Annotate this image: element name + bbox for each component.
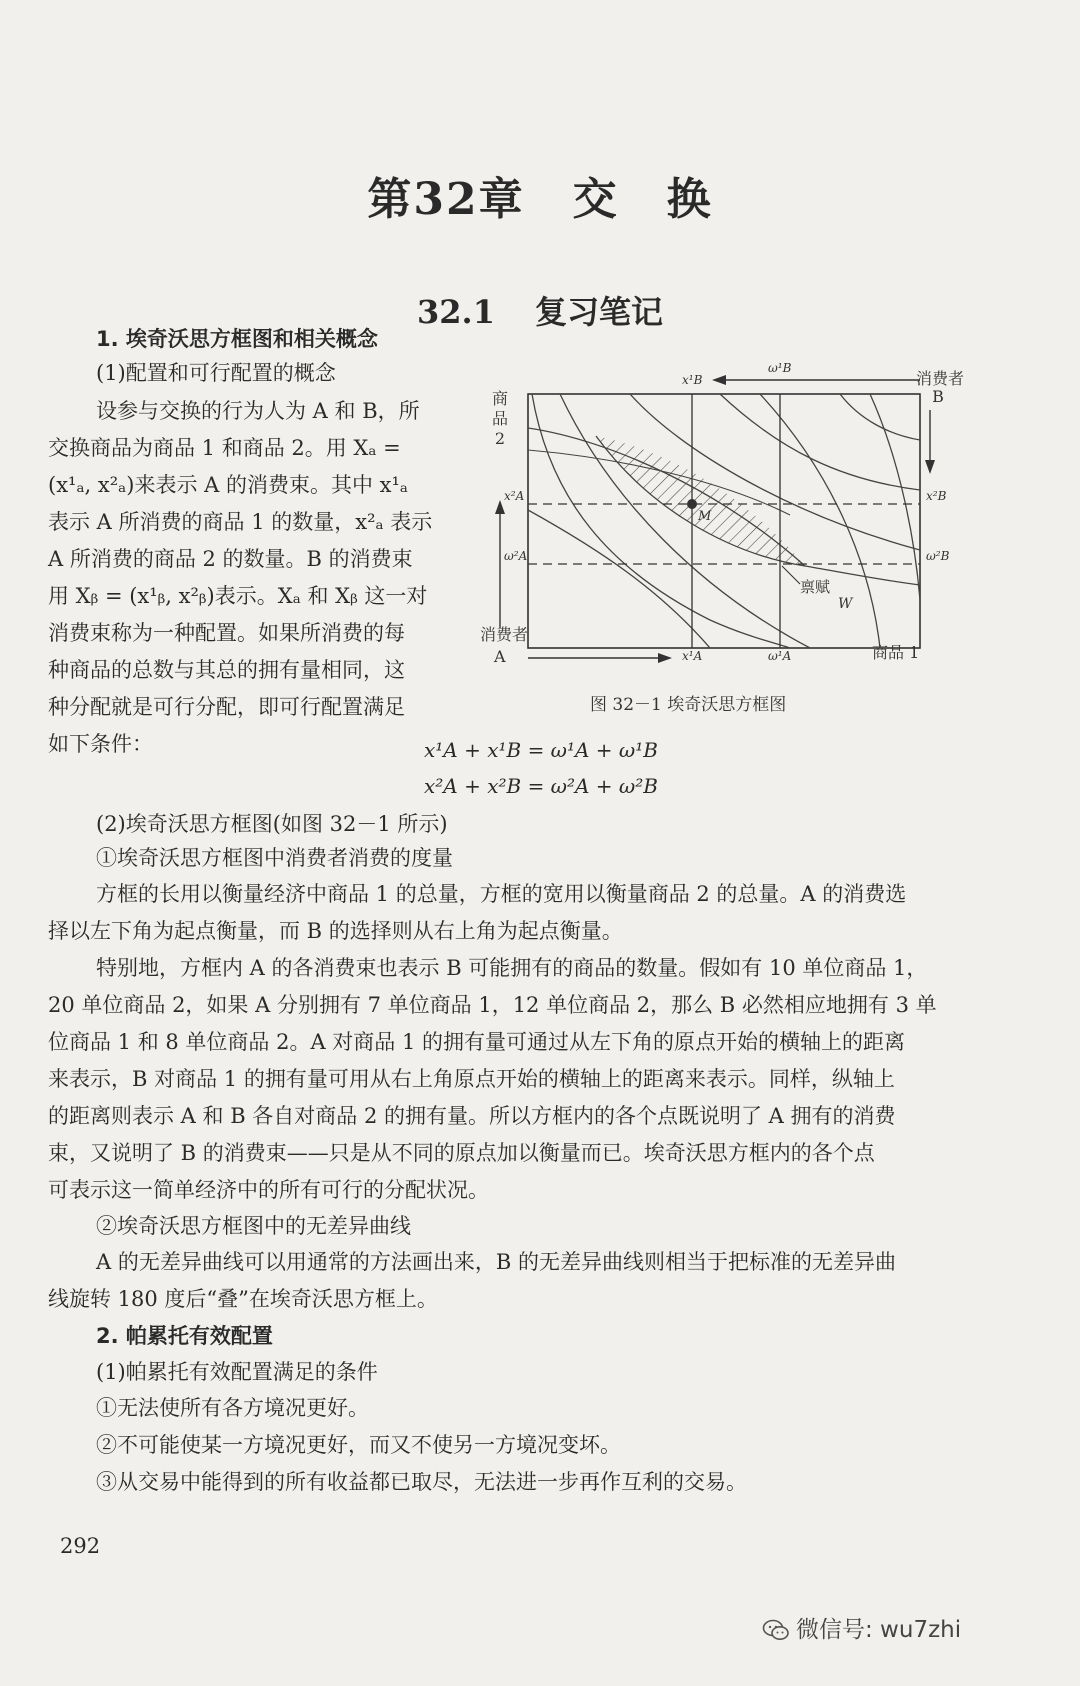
page-number: 292: [60, 1534, 101, 1558]
label-consumer-b-1: 消费者: [915, 369, 965, 388]
text-line: 线旋转 180 度后“叠”在埃奇沃思方框上。: [48, 1287, 438, 1311]
heading-2: 2. 帕累托有效配置: [96, 1324, 273, 1348]
label-wa1: ω¹A: [768, 649, 792, 663]
indifference-curve-b: [760, 394, 880, 648]
text-line: 表示 A 所消费的商品 1 的数量，x²ₐ 表示: [48, 510, 433, 534]
section-name: 复习笔记: [534, 293, 663, 331]
text-line: 20 单位商品 2，如果 A 分别拥有 7 单位商品 1，12 单位商品 2，那么 B 必然相应地拥有 3 单: [48, 993, 937, 1017]
text-line: 特别地，方框内 A 的各消费束也表示 B 可能拥有的商品的数量。假如有 10 单位商品 1，: [96, 956, 928, 980]
text-line: 种商品的总数与其总的拥有量相同，这: [48, 658, 405, 682]
text-line: 方框的长用以衡量经济中商品 1 的总量，方框的宽用以衡量商品 2 的总量。A 的消费选: [96, 882, 907, 906]
point-m: [687, 499, 697, 509]
endowment-pointer: [782, 566, 800, 584]
equation-2: x²A + x²B = ω²A + ω²B: [424, 774, 658, 798]
list-item: ①无法使所有各方境况更好。: [96, 1396, 369, 1420]
arrow-head: [925, 460, 935, 474]
text-line: 用 Xᵦ = (x¹ᵦ, x²ᵦ)表示。Xₐ 和 Xᵦ 这一对: [48, 584, 428, 608]
indifference-curve-a: [528, 510, 710, 648]
indifference-curve-b: [720, 394, 920, 490]
text-line: 可表示这一简单经济中的所有可行的分配状况。: [48, 1178, 489, 1202]
chapter-number: 第32章: [367, 174, 525, 225]
label-wa2: ω²A: [504, 549, 528, 563]
chapter-title-char-1: 交: [572, 174, 619, 225]
paragraph-2: [48, 950, 937, 1209]
wechat-icon: [762, 1619, 790, 1641]
label-goods2-b: 品: [491, 409, 509, 428]
label-xb2: x²B: [926, 489, 947, 503]
text-line: 位商品 1 和 8 单位商品 2。A 对商品 1 的拥有量可通过从左下角的原点开始的横轴上的距离: [48, 1030, 906, 1054]
chapter-title: [0, 163, 1080, 227]
arrow-head: [712, 375, 726, 385]
label-endowment: 禀赋: [800, 578, 831, 596]
list-item: ②不可能使某一方境况更好，而又不使另一方境况变坏。: [96, 1433, 621, 1457]
chapter-title-char-2: 换: [666, 174, 713, 225]
text-line: 消费束称为一种配置。如果所消费的每: [48, 621, 405, 645]
text-line: A 的无差异曲线可以用通常的方法画出来，B 的无差异曲线则相当于把标准的无差异曲: [96, 1250, 896, 1274]
subheading-2: (2)埃奇沃思方框图(如图 32－1 所示): [96, 812, 448, 836]
label-xb1: x¹B: [682, 373, 703, 387]
subheading-2b: ②埃奇沃思方框图中的无差异曲线: [96, 1214, 411, 1238]
label-consumer-b-2: B: [932, 387, 944, 406]
conditions-list: [96, 1390, 747, 1501]
subheading-3: (1)帕累托有效配置满足的条件: [96, 1360, 378, 1384]
label-xa2: x²A: [504, 489, 525, 503]
label-wb1: ω¹B: [768, 361, 792, 375]
paragraph-3: [48, 1244, 896, 1318]
label-w: W: [838, 596, 853, 612]
label-consumer-a-1: 消费者: [480, 625, 529, 644]
text-line: 设参与交换的行为人为 A 和 B，所: [96, 399, 420, 423]
subheading-1: (1)配置和可行配置的概念: [96, 361, 336, 385]
arrow-head: [658, 653, 672, 663]
label-goods2-c: 2: [494, 429, 506, 448]
text-line: 如下条件：: [48, 732, 153, 756]
edgeworth-box-figure: [460, 340, 980, 720]
equation-1: x¹A + x¹B = ω¹A + ω¹B: [424, 738, 658, 762]
label-xa1: x¹A: [682, 649, 703, 663]
text-line: 择以左下角为起点衡量，而 B 的选择则从右上角为起点衡量。: [48, 919, 623, 943]
figure-caption: 图 32－1 埃奇沃思方框图: [590, 695, 787, 715]
paragraph-1: [48, 876, 906, 950]
watermark-text: 微信号: wu7zhi: [796, 1617, 962, 1643]
left-column-paragraph: [48, 393, 432, 763]
text-line: (x¹ₐ, x²ₐ)来表示 A 的消费束。其中 x¹ₐ: [48, 473, 409, 497]
indifference-curve-b: [560, 394, 810, 648]
wechat-watermark: [762, 1611, 961, 1644]
label-goods1: 商品 1: [872, 643, 920, 662]
text-line: 种分配就是可行分配，即可行配置满足: [48, 695, 405, 719]
label-goods2-a: 商: [491, 389, 509, 408]
section-number: 32.1: [417, 293, 495, 331]
text-line: 的距离则表示 A 和 B 各自对商品 2 的拥有量。所以方框内的各个点既说明了 A 拥有的消费: [48, 1104, 896, 1128]
label-consumer-a-2: A: [494, 647, 506, 666]
text-line: 束，又说明了 B 的消费束——只是从不同的原点加以衡量而已。埃奇沃思方框内的各个点: [48, 1141, 875, 1165]
label-wb2: ω²B: [926, 549, 950, 563]
text-line: 交换商品为商品 1 和商品 2。用 Xₐ =: [48, 436, 401, 460]
heading-1: 1. 埃奇沃思方框图和相关概念: [96, 327, 378, 351]
label-m: M: [698, 509, 712, 524]
list-item: ③从交易中能得到的所有收益都已取尽，无法进一步再作互利的交易。: [96, 1470, 747, 1494]
text-line: 来表示，B 对商品 1 的拥有量可用从右上角原点开始的横轴上的距离来表示。同样，纵轴上: [48, 1067, 895, 1091]
text-line: A 所消费的商品 2 的数量。B 的消费束: [48, 547, 413, 571]
subheading-2a: ①埃奇沃思方框图中消费者消费的度量: [96, 846, 453, 870]
